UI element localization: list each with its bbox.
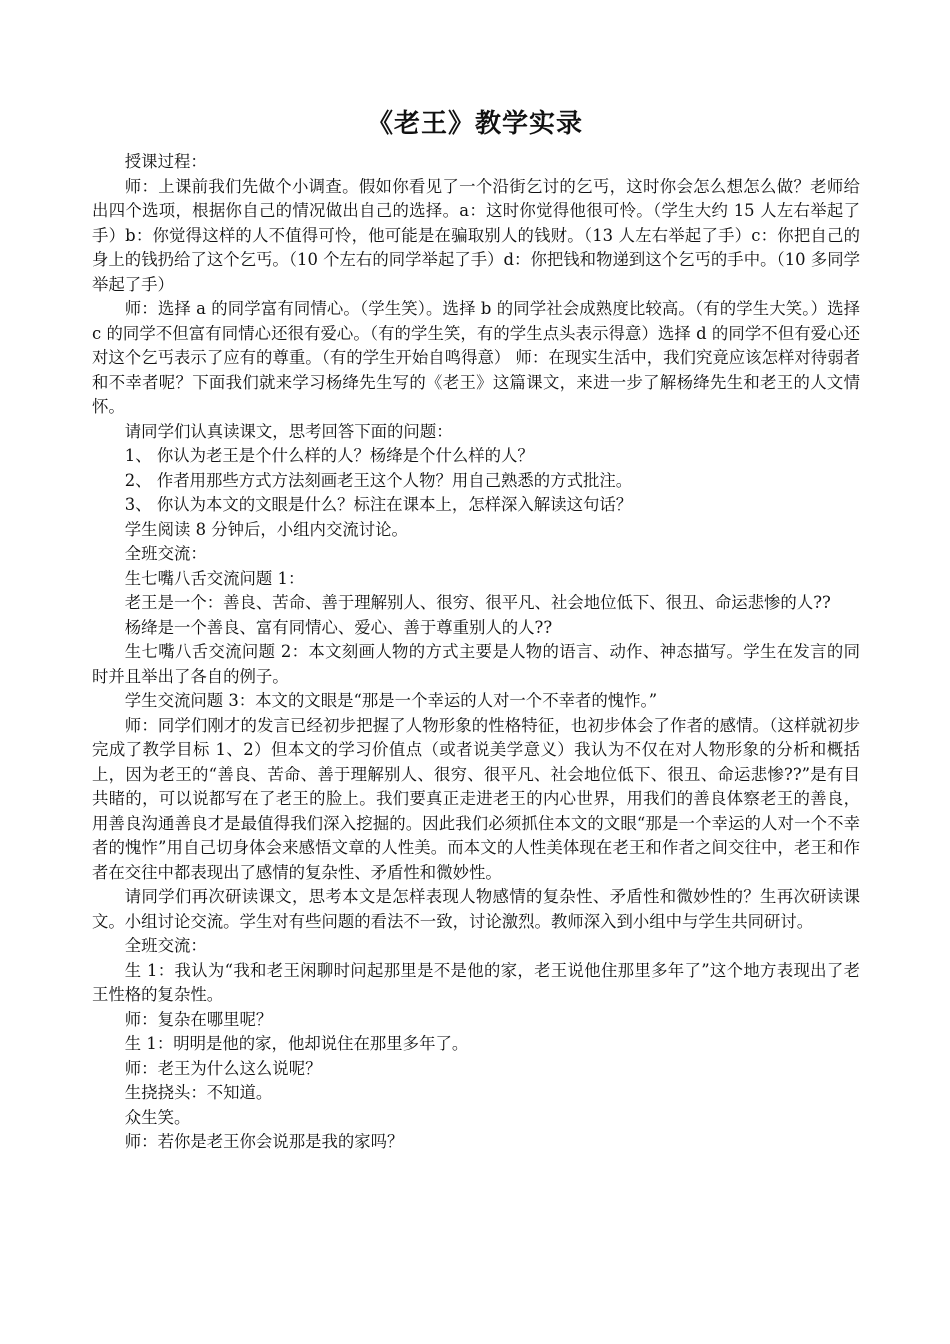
- question-item-2: 2、 作者用那些方式方法刻画老王这个人物？用自己熟悉的方式批注。: [124, 470, 633, 490]
- paragraph-survey-result: 师：选择 a 的同学富有同情心。（学生笑）。选择 b 的同学社会成熟度比较高。（有的学生大笑。）选择 c 的同学不但富有同情心还很有爱心。（有的学生笑，有的学生点头表示得意）选择 d 的同学不但有爱心还对这个乞丐表示了应有的尊重。（有的学生开始自鸣得意） 师：在现实生活中，我们究竟应该怎样对待弱者和不幸者呢？下面我们就来学习杨绛先生写的《老王》这篇课文，来进一步了解杨绛先生和老王的人文情怀。: [92, 299, 860, 416]
- paragraph-yangjiang-traits: 杨绛是一个善良、富有同情心、爱心、善于尊重别人的人??: [124, 617, 553, 637]
- paragraph-teacher-question-2: 师：老王为什么这么说呢？: [124, 1058, 322, 1078]
- paragraph-teacher-summary: 师：同学们刚才的发言已经初步把握了人物形象的性格特征，也初步体会了作者的感情。（这样就初步完成了教学目标 1、2）但本文的学习价值点（或者说美学意义）我认为不仅在对人物形象的分析和概括上，因为老王的“善良、苦命、善于理解别人、很穷、很平凡、社会地位低下、很丑、命运悲惨??”是有目共睹的，可以说都写在了老王的脸上。我们要真正走进老王的内心世界，用我们的善良体察老王的善良，用善良沟通善良才是最值得我们深入挖掘的。因此我们必须抓住本文的文眼“那是一个幸运的人对一个不幸者的愧怍”用自己切身体会来感悟文章的人性美。而本文的人性美体现在老王和作者之间交往中，老王和作者在交往中都表现出了感情的复杂性、矛盾性和微妙性。: [92, 715, 860, 882]
- paragraph-question-2-exchange: 生七嘴八舌交流问题 2：本文刻画人物的方式主要是人物的语言、动作、神态描写。学生在发言的同时并且举出了各自的例子。: [92, 642, 860, 686]
- question-item-3: 3、 你认为本文的文眼是什么？标注在课本上，怎样深入解读这句话？: [124, 495, 633, 514]
- paragraph-survey: 师：上课前我们先做个小调查。假如你看见了一个沿街乞讨的乞丐，这时你会怎么想怎么做？老师给出四个选项，根据你自己的情况做出自己的选择。a：这时你觉得他很可怜。（学生大约 15 人左右举起了手）b：你觉得这样的人不值得可怜，他可能是在骗取别人的钱财。（13 人左右举起了手）c：你把自己的身上的钱扔给了这个乞丐。（10 个左右的同学举起了手）d：你把钱和物递到这个乞丐的手中。（10 多同学举起了手）: [92, 176, 860, 294]
- paragraph-teacher-question-3: 师：若你是老王你会说那是我的家吗？: [124, 1132, 404, 1151]
- paragraph-student-1-reply: 生 1：明明是他的家，他却说住在那里多年了。: [124, 1034, 469, 1053]
- paragraph-second-study: 请同学们再次研读课文，思考本文是怎样表现人物感情的复杂性、矛盾性和微妙性的？生再次研读课文。小组讨论交流。学生对有些问题的看法不一致，讨论激烈。教师深入到小组中与学生共同研讨。: [92, 887, 860, 931]
- paragraph-students-laugh: 众生笑。: [124, 1107, 191, 1127]
- question-item-1: 1、 你认为老王是个什么样的人？杨绛是个什么样的人？: [124, 446, 534, 465]
- paragraph-student-scratch-head: 生挠挠头：不知道。: [124, 1083, 273, 1102]
- paragraph-group-discussion: 学生阅读 8 分钟后，小组内交流讨论。: [124, 519, 408, 539]
- paragraph-class-exchange: 全班交流：: [124, 544, 207, 563]
- paragraph-laowang-traits: 老王是一个：善良、苦命、善于理解别人、很穷、很平凡、社会地位低下、很丑、命运悲惨的人??: [124, 593, 831, 612]
- document-title: 《老王》教学实录: [366, 109, 583, 139]
- paragraph-class-exchange-2: 全班交流：: [124, 936, 207, 955]
- paragraph-question-1-exchange: 生七嘴八舌交流问题 1：: [124, 568, 305, 588]
- paragraph-teacher-question-1: 师：复杂在哪里呢？: [124, 1009, 273, 1029]
- paragraph-reading-task: 请同学们认真读课文，思考回答下面的问题：: [124, 421, 453, 441]
- paragraph-process-label: 授课过程：: [124, 152, 207, 171]
- paragraph-question-3-exchange: 学生交流问题 3：本文的文眼是“那是一个幸运的人对一个不幸者的愧怍。”: [124, 691, 658, 710]
- document-body: [92, 150, 860, 1155]
- paragraph-student-1-answer: 生 1：我认为“我和老王闲聊时问起那里是不是他的家，老王说他住那里多年了”这个地方表现出了老王性格的复杂性。: [92, 960, 860, 1004]
